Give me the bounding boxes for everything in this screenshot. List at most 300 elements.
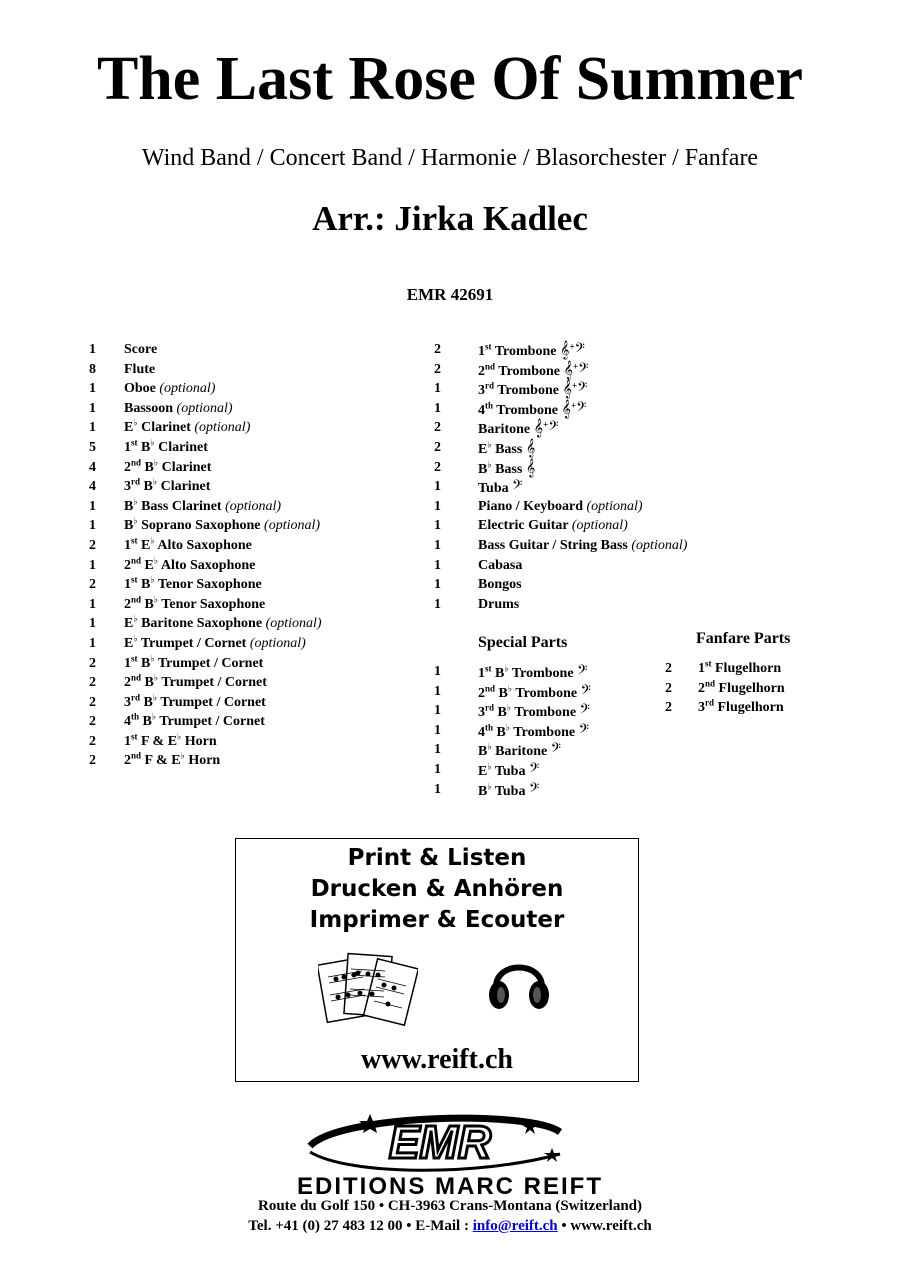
part-row	[89, 379, 419, 399]
part-instrument	[478, 662, 587, 684]
part-row	[434, 477, 754, 497]
part-row	[665, 659, 865, 679]
part-quantity: 2	[89, 537, 96, 553]
part-key: B	[497, 705, 507, 721]
fanfare-parts-list	[665, 659, 865, 718]
part-row	[434, 575, 754, 595]
part-name: Tuba	[494, 783, 526, 799]
part-number: 1	[124, 537, 131, 553]
emr-logo	[230, 1106, 670, 1198]
part-quantity: 2	[89, 714, 96, 730]
part-ordinal: rd	[131, 692, 140, 703]
part-row	[89, 399, 419, 419]
bass-clef-icon: 𝄢	[528, 779, 540, 799]
part-name: Alto Saxophone	[160, 557, 256, 573]
part-ordinal: st	[705, 658, 712, 669]
part-instrument	[478, 575, 522, 595]
part-instrument	[478, 682, 591, 704]
part-row	[89, 693, 419, 713]
part-instrument	[124, 379, 215, 399]
part-instrument	[124, 399, 233, 419]
part-instrument	[478, 780, 539, 802]
part-quantity: 1	[89, 596, 96, 612]
part-number: 1	[698, 661, 705, 676]
part-ordinal: nd	[131, 456, 142, 467]
part-number: 2	[124, 459, 131, 475]
part-instrument	[478, 438, 535, 460]
part-key: E	[478, 763, 488, 779]
part-number: 2	[124, 596, 131, 612]
print-listen-box	[235, 838, 639, 1082]
fanfare-parts-heading: Fanfare Parts	[696, 630, 791, 647]
flat-sign: ♭	[180, 750, 185, 761]
part-key: B	[144, 459, 154, 475]
part-row	[89, 477, 419, 497]
part-number: 3	[698, 700, 705, 716]
part-row	[434, 340, 754, 360]
flat-sign: ♭	[152, 476, 158, 487]
part-instrument	[478, 536, 687, 556]
flat-sign: ♭	[177, 731, 182, 742]
flat-sign: ♭	[487, 458, 492, 469]
part-quantity: 2	[665, 700, 672, 716]
part-ordinal: nd	[485, 682, 496, 693]
part-instrument	[124, 595, 265, 615]
bass-clef-icon: 𝄢	[578, 720, 589, 740]
part-name: Trombone	[515, 685, 578, 701]
part-ordinal: st	[131, 437, 138, 448]
part-quantity: 2	[89, 655, 96, 671]
part-number: 1	[124, 439, 131, 455]
part-quantity: 1	[434, 518, 441, 534]
part-instrument	[478, 497, 643, 517]
part-key: B	[496, 724, 506, 740]
part-name: Trombone	[498, 363, 560, 379]
part-number: 1	[478, 666, 485, 681]
part-optional: (optional)	[159, 381, 216, 397]
part-key: B	[142, 714, 152, 730]
part-name: Bongos	[478, 577, 522, 593]
part-name: Clarinet	[161, 459, 212, 475]
part-number: 1	[478, 344, 485, 359]
part-number: 2	[698, 680, 705, 696]
part-key: B	[498, 685, 508, 701]
flat-sign: ♭	[487, 780, 492, 791]
part-quantity: 4	[89, 479, 96, 495]
part-key: E	[478, 441, 488, 457]
part-row	[434, 516, 754, 536]
part-number: 4	[478, 724, 485, 740]
part-ordinal: nd	[485, 360, 496, 371]
part-instrument	[124, 693, 266, 713]
part-name: Bassoon	[124, 400, 174, 416]
part-key: B	[143, 479, 153, 495]
part-row	[434, 379, 754, 399]
part-number: 2	[124, 557, 131, 573]
part-instrument	[478, 360, 588, 382]
part-number: 2	[124, 675, 131, 691]
plus-sign: +	[543, 419, 549, 430]
flat-sign: ♭	[153, 456, 159, 467]
bass-clef-icon: 𝄢	[528, 759, 540, 779]
part-instrument	[478, 477, 522, 499]
part-row	[89, 673, 419, 693]
part-ordinal: th	[485, 722, 494, 733]
part-row	[434, 721, 664, 741]
part-key: B	[144, 675, 154, 691]
part-quantity: 2	[665, 661, 672, 676]
part-row	[434, 595, 754, 615]
flat-sign: ♭	[150, 574, 155, 585]
part-ordinal: rd	[485, 702, 494, 713]
part-quantity: 1	[434, 557, 441, 573]
part-row	[434, 780, 664, 800]
part-row	[89, 751, 419, 771]
part-ordinal: st	[131, 652, 138, 663]
part-optional: (optional)	[194, 420, 251, 436]
flat-sign: ♭	[152, 692, 158, 703]
part-quantity: 1	[434, 537, 441, 553]
bass-clef-icon: 𝄢	[577, 379, 588, 399]
part-quantity: 1	[89, 557, 96, 573]
part-instrument	[124, 575, 262, 595]
part-key: B	[478, 783, 488, 799]
part-name: Bass	[495, 461, 523, 477]
part-ordinal: nd	[131, 554, 142, 565]
part-name: Tuba	[494, 763, 526, 779]
flat-sign: ♭	[504, 663, 509, 674]
part-instrument	[124, 751, 220, 771]
flat-sign: ♭	[133, 633, 138, 644]
part-instrument	[478, 556, 522, 576]
part-quantity: 2	[89, 694, 96, 710]
part-name: Electric Guitar	[478, 518, 569, 534]
email-link[interactable]: info@reift.ch	[472, 1218, 558, 1234]
part-key: B	[478, 744, 488, 760]
part-row	[434, 360, 754, 380]
part-instrument	[124, 712, 265, 732]
part-name: Tenor Saxophone	[157, 577, 262, 593]
plus-sign: +	[572, 360, 579, 371]
part-key: E	[141, 537, 151, 553]
part-name: Bass	[495, 441, 523, 457]
part-key: B	[144, 596, 154, 612]
part-instrument	[478, 760, 539, 782]
part-ordinal: st	[131, 574, 138, 585]
plus-sign: +	[569, 341, 575, 352]
part-name: Bass Guitar / String Bass	[478, 537, 628, 553]
treble-clef-icon: 𝄞	[562, 379, 572, 399]
part-name: Alto Saxophone	[157, 537, 252, 553]
part-name: Cabasa	[478, 557, 523, 573]
flat-sign: ♭	[133, 613, 138, 624]
flat-sign: ♭	[506, 702, 512, 713]
part-key: E	[124, 635, 134, 651]
part-instrument	[124, 614, 322, 634]
part-quantity: 1	[434, 683, 441, 699]
part-quantity: 1	[434, 722, 441, 738]
flat-sign: ♭	[505, 722, 511, 733]
part-name: Score	[124, 342, 158, 357]
part-row	[665, 698, 865, 718]
bass-clef-icon: 𝄢	[580, 681, 591, 701]
part-name: Baritone	[495, 744, 548, 760]
part-number: 4	[478, 402, 485, 418]
part-name: Drums	[478, 596, 520, 612]
part-row	[434, 418, 754, 438]
part-instrument	[698, 659, 781, 679]
part-instrument	[124, 536, 252, 556]
part-name: Baritone	[478, 422, 531, 438]
part-row	[89, 340, 419, 360]
page-title: The Last Rose Of Summer	[96, 45, 804, 113]
part-name: Horn	[184, 733, 217, 749]
treble-clef-icon: 𝄞	[533, 418, 544, 438]
promo-line: Print & Listen	[347, 845, 527, 871]
part-quantity: 2	[89, 577, 96, 593]
part-instrument	[124, 556, 255, 576]
publisher-address	[0, 1196, 900, 1236]
part-quantity: 1	[89, 616, 96, 632]
part-key: B	[124, 498, 134, 514]
part-number: 2	[478, 363, 485, 379]
part-instrument	[124, 516, 320, 536]
part-name: Trombone	[496, 402, 558, 418]
part-instrument	[124, 732, 217, 752]
part-quantity: 1	[434, 703, 441, 719]
part-instrument	[124, 418, 250, 438]
part-row	[89, 595, 419, 615]
part-name: Trumpet / Cornet	[140, 635, 247, 651]
part-name: Trombone	[511, 666, 574, 681]
plus-sign: +	[570, 400, 577, 411]
part-instrument	[478, 379, 587, 401]
part-quantity: 1	[434, 761, 441, 777]
part-name: Trumpet / Cornet	[159, 714, 265, 730]
part-quantity: 1	[434, 498, 441, 514]
part-name: Flugelhorn	[715, 661, 782, 676]
part-instrument	[478, 721, 589, 743]
part-quantity: 1	[89, 518, 96, 534]
part-number: 3	[478, 383, 485, 399]
part-quantity: 2	[89, 753, 96, 769]
flat-sign: ♭	[507, 682, 513, 693]
special-parts-list	[434, 662, 664, 799]
part-quantity: 1	[434, 577, 441, 593]
part-quantity: 1	[89, 420, 96, 436]
part-key: B	[141, 439, 151, 455]
part-name: Flute	[124, 361, 156, 377]
flat-sign: ♭	[153, 554, 159, 565]
part-ordinal: st	[131, 535, 138, 546]
part-ordinal: st	[131, 731, 138, 742]
part-row	[665, 679, 865, 699]
part-quantity: 2	[89, 733, 96, 749]
part-name: Trumpet / Cornet	[161, 675, 267, 691]
part-name: Tuba	[478, 481, 509, 497]
subtitle: Wind Band / Concert Band / Harmonie / Blasorchester / Fanfare	[141, 145, 759, 171]
part-optional: (optional)	[176, 400, 233, 416]
part-name: Flugelhorn	[718, 680, 785, 696]
part-row	[89, 712, 419, 732]
part-row	[434, 682, 664, 702]
brass-parts-list	[434, 340, 754, 614]
part-instrument	[478, 399, 586, 421]
arranger: Arr.: Jirka Kadlec	[312, 199, 588, 238]
part-quantity: 2	[434, 459, 441, 475]
part-quantity: 1	[89, 635, 96, 651]
bass-clef-icon: 𝄢	[548, 418, 559, 438]
part-name: Oboe	[124, 381, 156, 397]
part-name: Trumpet / Cornet	[157, 655, 264, 671]
part-row	[434, 497, 754, 517]
part-key: E	[124, 420, 134, 436]
part-quantity: 1	[89, 400, 96, 416]
part-optional: (optional)	[249, 635, 306, 651]
promo-line: Imprimer & Ecouter	[309, 907, 565, 933]
part-quantity: 1	[89, 381, 96, 397]
part-row	[89, 654, 419, 674]
part-instrument	[478, 418, 559, 440]
part-number: 1	[124, 577, 131, 593]
part-row	[89, 438, 419, 458]
part-number: 2	[124, 753, 131, 769]
flat-sign: ♭	[150, 535, 155, 546]
part-row	[89, 614, 419, 634]
part-instrument	[478, 701, 590, 723]
part-ordinal: nd	[705, 677, 716, 688]
part-row	[89, 634, 419, 654]
bass-clef-icon: 𝄢	[576, 398, 587, 418]
part-quantity: 1	[434, 479, 441, 495]
part-instrument	[124, 654, 263, 674]
bass-clef-icon: 𝄢	[512, 477, 523, 497]
part-optional: (optional)	[586, 498, 643, 514]
part-row	[434, 458, 754, 478]
part-quantity: 4	[89, 459, 96, 475]
part-name: Flugelhorn	[717, 700, 784, 716]
part-ordinal: nd	[131, 672, 142, 683]
part-instrument	[698, 698, 784, 718]
bass-clef-icon: 𝄢	[574, 340, 585, 359]
part-row	[89, 575, 419, 595]
part-row	[434, 556, 754, 576]
part-number: 3	[124, 694, 131, 710]
headphones-icon	[484, 947, 554, 1017]
part-key: E	[124, 616, 134, 632]
part-optional: (optional)	[265, 616, 322, 632]
part-key: B	[124, 518, 134, 534]
part-instrument	[478, 740, 561, 762]
part-quantity: 1	[434, 400, 441, 416]
logo-mark: EMR	[388, 1116, 492, 1168]
logo-name: EDITIONS MARC REIFT	[297, 1173, 603, 1198]
part-row	[89, 516, 419, 536]
treble-clef-icon: 𝄞	[525, 457, 536, 477]
part-ordinal: nd	[131, 594, 142, 605]
part-ordinal: th	[131, 711, 140, 722]
part-instrument	[124, 634, 306, 654]
bass-clef-icon: 𝄢	[577, 662, 588, 681]
part-row	[434, 662, 664, 682]
part-name: Tenor Saxophone	[161, 596, 266, 612]
part-ordinal: rd	[705, 697, 714, 708]
part-quantity: 2	[434, 361, 441, 377]
part-row	[89, 497, 419, 517]
special-parts-heading: Special Parts	[478, 634, 568, 651]
part-name: Clarinet	[158, 439, 208, 455]
part-ordinal: rd	[131, 476, 140, 487]
catalog-number: EMR 42691	[406, 285, 494, 304]
bass-clef-icon: 𝄢	[578, 359, 589, 379]
part-instrument	[478, 340, 585, 362]
part-row	[89, 732, 419, 752]
part-number: 2	[478, 685, 485, 701]
part-instrument	[124, 497, 281, 517]
part-ordinal: rd	[485, 380, 494, 391]
part-name: Piano / Keyboard	[478, 498, 584, 514]
part-number: 4	[124, 714, 131, 730]
flat-sign: ♭	[487, 741, 492, 752]
flat-sign: ♭	[153, 672, 159, 683]
part-quantity: 2	[434, 439, 441, 455]
treble-clef-icon: 𝄞	[561, 398, 571, 418]
part-row	[89, 418, 419, 438]
part-optional: (optional)	[264, 518, 321, 534]
part-number: 3	[124, 479, 131, 495]
part-name: Trombone	[514, 705, 577, 721]
part-ordinal: th	[485, 400, 494, 411]
part-key: F & E	[144, 753, 181, 769]
promo-url[interactable]: www.reift.ch	[361, 1044, 513, 1075]
part-row	[434, 760, 664, 780]
part-quantity: 1	[434, 381, 441, 397]
part-number: 1	[124, 655, 131, 671]
main-parts-list	[89, 340, 419, 771]
part-number: 3	[478, 705, 485, 721]
part-row	[89, 458, 419, 478]
phone-text: Tel. +41 (0) 27 483 12 00 • E-Mail :	[248, 1218, 473, 1234]
part-key: F & E	[141, 733, 178, 749]
address-line: Route du Golf 150 • CH-3963 Crans-Montana (Switzerland)	[258, 1198, 642, 1214]
part-optional: (optional)	[631, 537, 688, 553]
part-quantity: 1	[434, 781, 441, 797]
part-instrument	[478, 595, 519, 615]
part-name: Trombone	[497, 383, 559, 399]
part-quantity: 2	[434, 420, 441, 436]
flat-sign: ♭	[151, 711, 157, 722]
web-text: • www.reift.ch	[557, 1218, 652, 1234]
part-instrument	[124, 673, 267, 693]
part-row	[89, 360, 419, 380]
part-quantity: 2	[89, 675, 96, 691]
part-row	[434, 701, 664, 721]
flat-sign: ♭	[133, 496, 138, 507]
bass-clef-icon: 𝄢	[550, 740, 561, 760]
part-row	[89, 536, 419, 556]
part-instrument	[124, 340, 157, 360]
part-quantity: 1	[434, 664, 441, 679]
part-name: Horn	[188, 753, 221, 769]
flat-sign: ♭	[133, 515, 138, 526]
part-instrument	[698, 679, 785, 699]
treble-clef-icon: 𝄞	[563, 359, 573, 379]
part-key: B	[478, 461, 488, 477]
part-quantity: 1	[434, 596, 441, 612]
plus-sign: +	[571, 380, 578, 391]
part-quantity: 2	[665, 680, 672, 696]
treble-clef-icon: 𝄞	[559, 340, 570, 359]
